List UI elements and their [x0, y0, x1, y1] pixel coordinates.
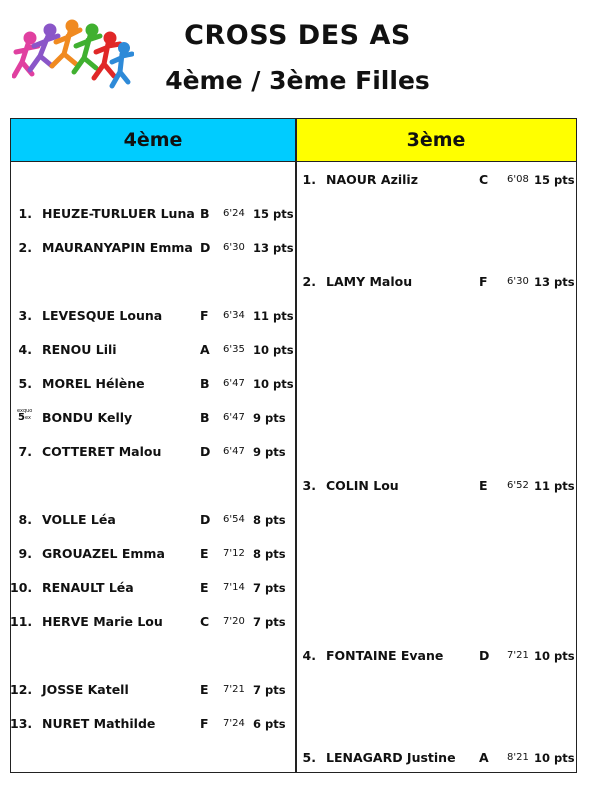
result-row	[11, 204, 294, 224]
result-class: D	[200, 444, 211, 459]
result-name: MAURANYAPIN Emma	[42, 240, 193, 255]
result-row	[11, 340, 294, 360]
result-row	[11, 544, 291, 564]
result-time: 6'47	[223, 378, 245, 389]
result-rank: 1.	[302, 172, 316, 187]
result-row	[11, 714, 291, 734]
result-time: 8'21	[507, 752, 529, 763]
result-row	[11, 578, 291, 598]
result-class: E	[200, 580, 209, 595]
result-class: E	[479, 478, 488, 493]
result-class: A	[479, 750, 489, 765]
result-row	[11, 238, 294, 258]
result-name: LAMY Malou	[326, 274, 413, 289]
result-time: 7'14	[223, 582, 245, 593]
column-header-3eme: 3ème	[297, 119, 576, 162]
result-class: B	[200, 410, 210, 425]
result-name: VOLLE Léa	[42, 512, 116, 527]
result-name: COTTERET Malou	[42, 444, 162, 459]
result-time: 6'30	[507, 276, 529, 287]
result-rank: 12.	[10, 682, 33, 697]
result-rank: 8.	[18, 512, 32, 527]
result-rank: 4.	[302, 648, 316, 663]
result-name: RENAULT Léa	[42, 580, 134, 595]
result-class: F	[200, 716, 209, 731]
result-name: NAOUR Aziliz	[326, 172, 418, 187]
result-time: 6'24	[223, 208, 245, 219]
result-time: 6'47	[223, 446, 245, 457]
result-rank: 3.	[302, 478, 316, 493]
result-rank: 3.	[18, 308, 32, 323]
result-time: 6'35	[223, 344, 245, 355]
result-time: 7'24	[223, 718, 245, 729]
result-class: C	[479, 172, 489, 187]
result-name: GROUAZEL Emma	[42, 546, 165, 561]
result-row	[11, 612, 291, 632]
result-points: 6 pts	[253, 717, 286, 731]
result-points: 8 pts	[253, 513, 286, 527]
result-points: 7 pts	[253, 581, 286, 595]
result-row	[296, 748, 576, 768]
result-row	[11, 374, 294, 394]
result-points: 7 pts	[253, 615, 286, 629]
result-name: COLIN Lou	[326, 478, 399, 493]
result-row	[11, 408, 291, 428]
result-class: B	[200, 376, 210, 391]
results-table	[10, 118, 577, 773]
result-rank: 5.	[18, 376, 32, 391]
column-divider	[295, 119, 297, 772]
result-points: 8 pts	[253, 547, 286, 561]
result-rank: 4.	[18, 342, 32, 357]
result-points: 9 pts	[253, 411, 286, 425]
result-time: 7'20	[223, 616, 245, 627]
result-time: 7'21	[223, 684, 245, 695]
result-time: 6'54	[223, 514, 245, 525]
result-time: 6'30	[223, 242, 245, 253]
result-rank-suffix: ex	[24, 415, 31, 421]
result-rank: 10.	[10, 580, 33, 595]
result-points: 11 pts	[534, 479, 575, 493]
result-time: 6'08	[507, 174, 529, 185]
result-class: C	[200, 614, 210, 629]
result-name: LEVESQUE Louna	[42, 308, 163, 323]
result-time: 6'34	[223, 310, 245, 321]
result-class: D	[479, 648, 490, 663]
result-class: F	[200, 308, 209, 323]
page-subtitle: 4ème / 3ème Filles	[165, 66, 430, 95]
result-points: 10 pts	[253, 377, 294, 391]
result-class: D	[200, 240, 211, 255]
result-class: A	[200, 342, 210, 357]
page-title: CROSS DES AS	[184, 20, 411, 51]
result-class: E	[200, 546, 209, 561]
result-row	[11, 680, 291, 700]
result-points: 11 pts	[253, 309, 294, 323]
result-points: 13 pts	[534, 275, 575, 289]
result-name: LENAGARD Justine	[326, 750, 456, 765]
result-rank: 2.	[18, 240, 32, 255]
result-points: 7 pts	[253, 683, 286, 697]
result-rank: 11.	[10, 614, 33, 629]
result-row	[296, 170, 576, 190]
result-row	[296, 476, 576, 496]
result-points: 15 pts	[253, 207, 294, 221]
result-rank: 5.	[302, 750, 316, 765]
result-row	[11, 306, 294, 326]
result-row	[296, 272, 576, 292]
result-row	[296, 646, 576, 666]
result-rank-number: 5	[18, 412, 25, 423]
result-time: 6'47	[223, 412, 245, 423]
result-rank: 2.	[302, 274, 316, 289]
result-rank: 1.	[18, 206, 32, 221]
result-points: 9 pts	[253, 445, 286, 459]
result-class: E	[200, 682, 209, 697]
result-row	[11, 442, 291, 462]
result-points: 10 pts	[253, 343, 294, 357]
result-class: F	[479, 274, 488, 289]
result-name: NURET Mathilde	[42, 716, 156, 731]
result-name: FONTAINE Evane	[326, 648, 444, 663]
column-header-4eme: 4ème	[11, 119, 295, 162]
result-rank-note: exquo	[17, 408, 33, 414]
result-class: B	[200, 206, 210, 221]
result-time: 7'12	[223, 548, 245, 559]
result-name: MOREL Hélène	[42, 376, 145, 391]
result-time: 6'52	[507, 480, 529, 491]
result-points: 10 pts	[534, 649, 575, 663]
result-points: 13 pts	[253, 241, 294, 255]
result-name: JOSSE Katell	[42, 682, 129, 697]
result-rank: 9.	[18, 546, 32, 561]
result-name: RENOU Lili	[42, 342, 117, 357]
result-class: D	[200, 512, 211, 527]
result-name: BONDU Kelly	[42, 410, 133, 425]
result-points: 15 pts	[534, 173, 575, 187]
result-name: HEUZE-TURLUER Luna	[42, 206, 195, 221]
result-rank: 7.	[18, 444, 32, 459]
result-row	[11, 510, 291, 530]
result-rank: 13.	[10, 716, 33, 731]
result-name: HERVE Marie Lou	[42, 614, 163, 629]
result-time: 7'21	[507, 650, 529, 661]
result-points: 10 pts	[534, 751, 575, 765]
